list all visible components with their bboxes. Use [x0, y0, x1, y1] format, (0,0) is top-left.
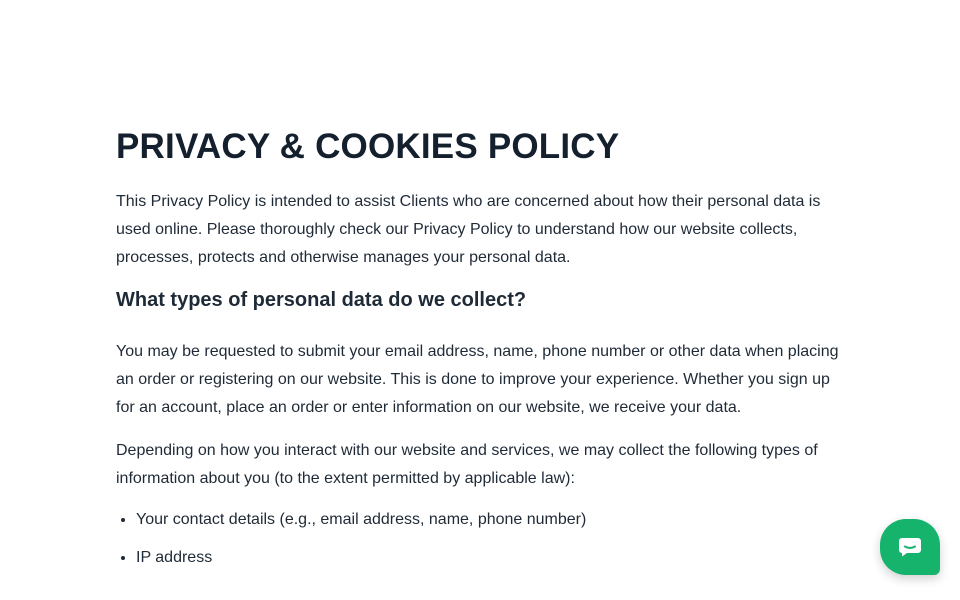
intro-paragraph: This Privacy Policy is intended to assist Clients who are concerned about how their personal data is used online. Please thoroughly check our Privacy Policy to understand how our website collects, processes, protects and otherwise manages your personal data. — [116, 193, 821, 266]
data-types-list — [116, 508, 844, 570]
policy-content — [116, 126, 844, 584]
chat-widget-button[interactable] — [880, 519, 940, 575]
list-item: • IP address — [136, 546, 844, 570]
section-heading: What types of personal data do we collect? — [116, 289, 527, 311]
chat-bubble-icon — [898, 537, 922, 557]
list-item: • Your contact details (e.g., email address, name, phone number) — [136, 508, 844, 532]
paragraph-data-submission: You may be requested to submit your email address, name, phone number or other data when placing an order or registering on our website. This is done to improve your experience. Whether you sign up for an account, place an order or enter information on our website, we receive your data. — [116, 343, 839, 416]
paragraph-data-types: Depending on how you interact with our website and services, we may collect the following types of information about you (to the extent permitted by applicable law): — [116, 442, 818, 487]
page-title: PRIVACY & COOKIES POLICY — [116, 127, 620, 166]
